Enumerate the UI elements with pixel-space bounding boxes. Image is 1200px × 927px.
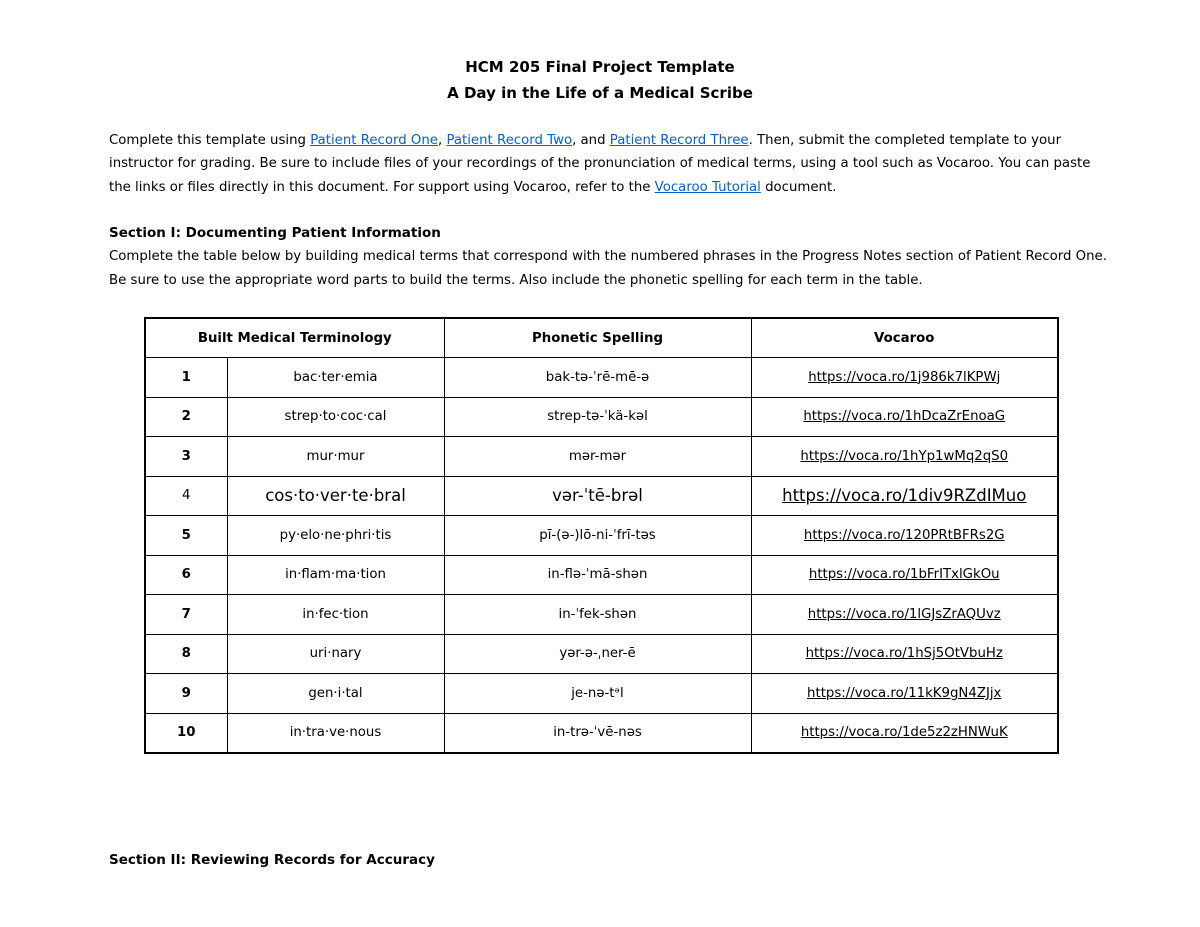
table-row bbox=[145, 358, 1058, 398]
row-number: 6 bbox=[145, 555, 227, 595]
vocaroo-link[interactable]: https://voca.ro/1hDcaZrEnoaG bbox=[803, 409, 1006, 425]
table-row bbox=[145, 595, 1058, 635]
table-row bbox=[145, 555, 1058, 595]
medical-term: in·tra·ve·nous bbox=[227, 713, 444, 753]
header-built-terminology: Built Medical Terminology bbox=[145, 318, 444, 358]
phonetic-spelling: vər-ˈtē-brəl bbox=[444, 476, 751, 516]
document-title: HCM 205 Final Project Template bbox=[465, 58, 735, 76]
phonetic-spelling: bak-tə-ˈrē-mē-ə bbox=[444, 358, 751, 398]
intro-text: Complete this template using bbox=[109, 133, 311, 148]
phonetic-spelling: strep-tə-ˈkä-kəl bbox=[444, 397, 751, 437]
table-row bbox=[145, 516, 1058, 556]
row-number: 5 bbox=[145, 516, 227, 556]
section-1-heading: Section I: Documenting Patient Information bbox=[109, 225, 441, 241]
vocaroo-link[interactable]: https://voca.ro/1hSj5OtVbuHz bbox=[805, 646, 1003, 662]
medical-terms-table bbox=[144, 317, 1059, 754]
header-phonetic-spelling: Phonetic Spelling bbox=[444, 318, 751, 358]
phonetic-spelling: mər-mər bbox=[444, 437, 751, 477]
vocaroo-link[interactable]: https://voca.ro/1de5z2zHNWuK bbox=[800, 725, 1008, 741]
medical-term: py·elo·ne·phri·tis bbox=[227, 516, 444, 556]
phonetic-spelling: in-trə-ˈvē-nəs bbox=[444, 713, 751, 753]
row-number: 10 bbox=[145, 713, 227, 753]
row-number: 3 bbox=[145, 437, 227, 477]
table-row bbox=[145, 674, 1058, 714]
medical-term: uri·nary bbox=[227, 634, 444, 674]
vocaroo-link[interactable]: https://voca.ro/1lGJsZrAQUvz bbox=[807, 606, 1001, 622]
vocaroo-link[interactable]: https://voca.ro/11kK9gN4ZJjx bbox=[807, 685, 1002, 701]
patient-record-two-link[interactable]: Patient Record Two bbox=[446, 133, 573, 148]
table-header-row bbox=[145, 318, 1058, 358]
medical-term: in·fec·tion bbox=[227, 595, 444, 635]
row-number: 2 bbox=[145, 397, 227, 437]
title-block bbox=[0, 54, 1200, 106]
intro-separator: , and bbox=[572, 133, 610, 148]
table-row bbox=[145, 634, 1058, 674]
vocaroo-link[interactable]: https://voca.ro/1j986k7lKPWj bbox=[808, 369, 1001, 385]
row-number: 8 bbox=[145, 634, 227, 674]
vocaroo-link[interactable]: https://voca.ro/1hYp1wMq2qS0 bbox=[800, 448, 1009, 464]
vocaroo-link[interactable]: https://voca.ro/120PRtBFRs2G bbox=[803, 527, 1005, 543]
table-row bbox=[145, 713, 1058, 753]
phonetic-spelling: yər-ə-ˌner-ē bbox=[444, 634, 751, 674]
intro-paragraph bbox=[109, 129, 1099, 199]
phonetic-spelling: in-ˈfek-shən bbox=[444, 595, 751, 635]
medical-term: gen·i·tal bbox=[227, 674, 444, 714]
header-vocaroo: Vocaroo bbox=[751, 318, 1058, 358]
medical-term: bac·ter·emia bbox=[227, 358, 444, 398]
phonetic-spelling: in-flə-ˈmā-shən bbox=[444, 555, 751, 595]
section-2-heading: Section II: Reviewing Records for Accuracy bbox=[109, 852, 435, 868]
intro-text: . Then, submit the completed template to your instructor for grading. Be sure to include files of your recordings of the pronunciation of medical terms, using a tool such as Vocaroo. You can paste the links or files directly in this document. For support using Vocaroo, refer to the bbox=[109, 133, 1091, 195]
vocaroo-link[interactable]: https://voca.ro/1bFrITxlGkOu bbox=[808, 567, 1000, 583]
row-number: 7 bbox=[145, 595, 227, 635]
section-1-description: Complete the table below by building medical terms that correspond with the numbered phrases in the Progress Notes section of Patient Record One. Be sure to use the appropriate word parts to build the terms. Also include the phonetic spelling for each term in the table. bbox=[109, 249, 1107, 288]
table-row bbox=[145, 397, 1058, 437]
vocaroo-link[interactable]: https://voca.ro/1div9RZdIMuo bbox=[782, 486, 1027, 506]
row-number: 1 bbox=[145, 358, 227, 398]
patient-record-three-link[interactable]: Patient Record Three bbox=[609, 133, 749, 148]
intro-separator: , bbox=[437, 133, 447, 148]
phonetic-spelling: je-nə-tᵊl bbox=[444, 674, 751, 714]
medical-term: strep·to·coc·cal bbox=[227, 397, 444, 437]
phonetic-spelling: pī-(ə-)lō-ni-ˈfrī-təs bbox=[444, 516, 751, 556]
vocaroo-tutorial-link[interactable]: Vocaroo Tutorial bbox=[654, 179, 761, 195]
patient-record-one-link[interactable]: Patient Record One bbox=[310, 133, 438, 148]
row-number: 4 bbox=[145, 476, 227, 516]
medical-term: cos·to·ver·te·bral bbox=[227, 476, 444, 516]
medical-term: mur·mur bbox=[227, 437, 444, 477]
table-row bbox=[145, 437, 1058, 477]
medical-term: in·flam·ma·tion bbox=[227, 555, 444, 595]
intro-text: document. bbox=[760, 179, 837, 195]
row-number: 9 bbox=[145, 674, 227, 714]
table-row bbox=[145, 476, 1058, 516]
document-subtitle: A Day in the Life of a Medical Scribe bbox=[447, 84, 753, 102]
